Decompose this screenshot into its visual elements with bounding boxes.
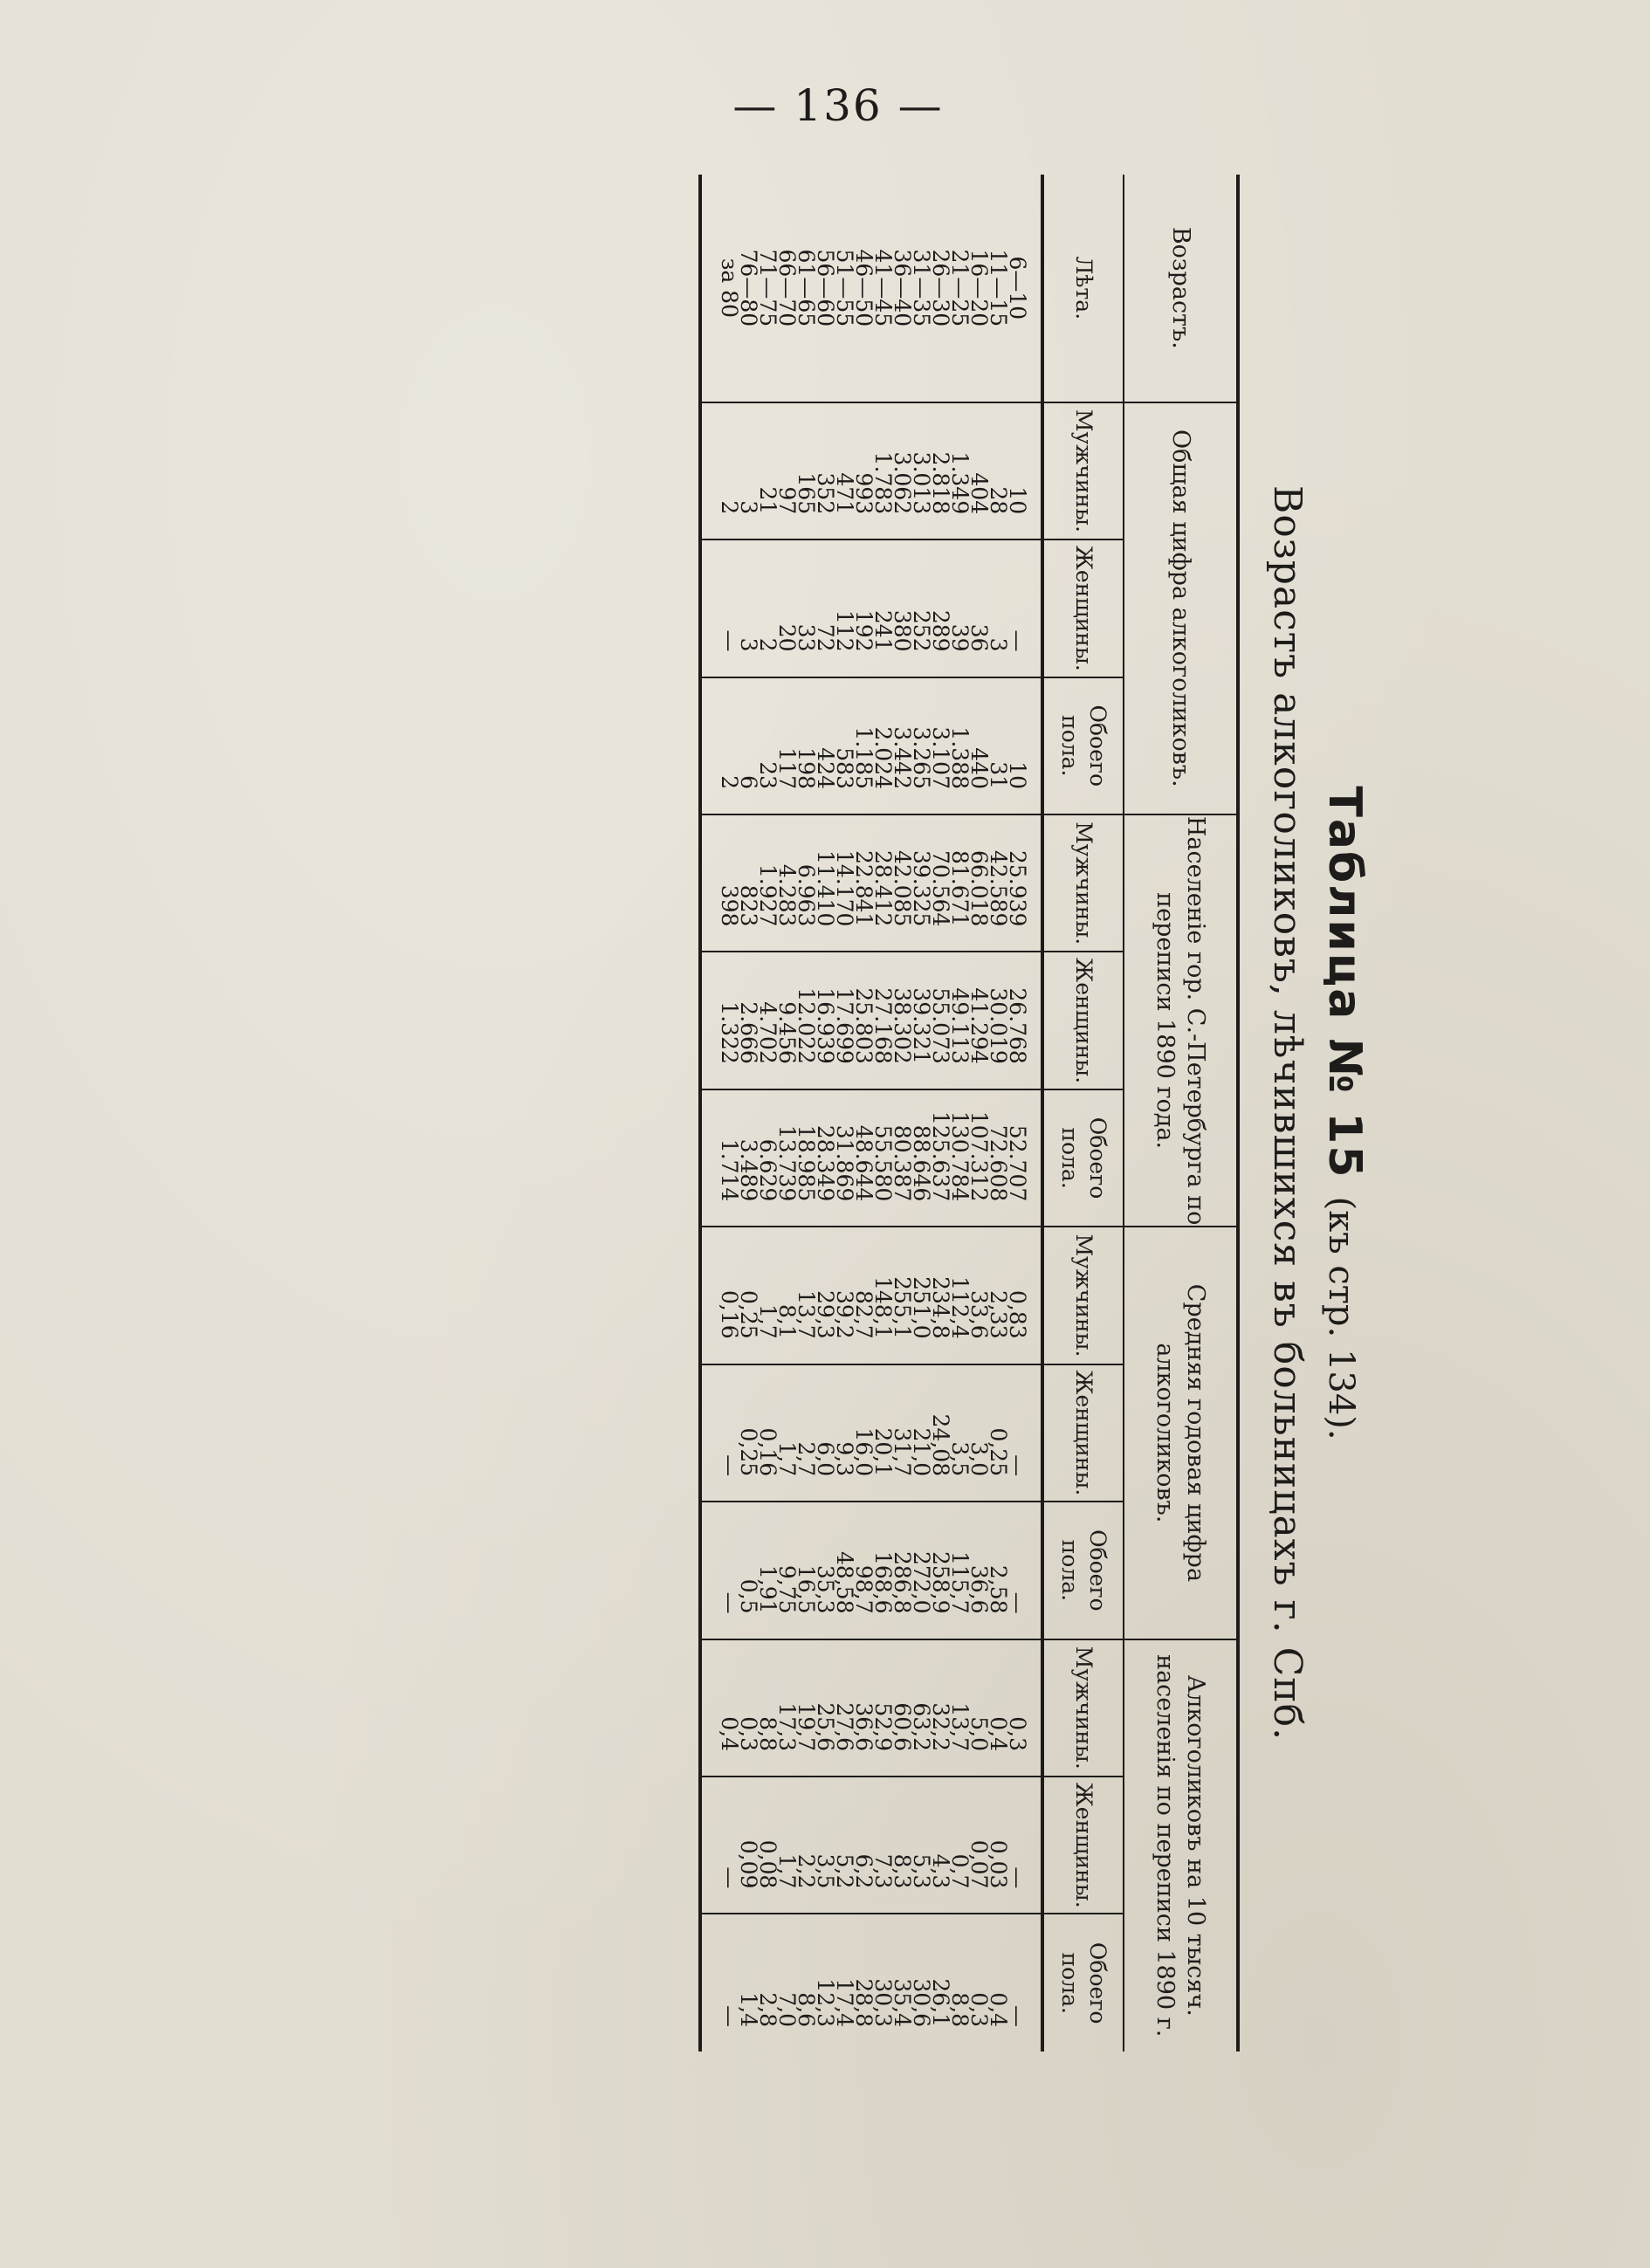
value-cell: 22.841 — [854, 814, 873, 952]
value-cell: 18.985 — [796, 1089, 815, 1227]
value-cell: 13.739 — [777, 1089, 796, 1227]
value-cell: 251,0 — [911, 1227, 931, 1364]
table-row — [796, 175, 815, 2052]
value-cell: 993 — [854, 402, 873, 540]
header-age: Возрастъ. — [1124, 175, 1238, 402]
header-female: Женщины. — [1042, 540, 1124, 677]
value-cell: 48.644 — [854, 1089, 873, 1227]
table-row — [1007, 175, 1042, 2052]
value-cell: 5,2 — [835, 1777, 854, 1914]
value-cell: 25.939 — [1007, 814, 1042, 952]
table-row — [873, 175, 892, 2052]
value-cell: 31.869 — [835, 1089, 854, 1227]
header-female: Женщины. — [1042, 952, 1124, 1089]
header-male: Мужчины. — [1042, 1227, 1124, 1364]
value-cell: 3.062 — [892, 402, 911, 540]
rotated-table-block — [87, 175, 1371, 2052]
value-cell: 21,0 — [911, 1364, 931, 1502]
table-row — [700, 175, 739, 2052]
value-cell: 6.629 — [758, 1089, 777, 1227]
value-cell: 16.939 — [815, 952, 835, 1089]
header-group-annual-average: Средняя годовая цифра алкоголиковъ. — [1124, 1227, 1238, 1639]
value-cell: 258,9 — [931, 1502, 950, 1639]
value-cell: 1.388 — [950, 677, 969, 814]
value-cell: 352 — [815, 402, 835, 540]
age-cell: 16—20 — [966, 249, 992, 327]
value-cell: 33 — [796, 540, 815, 677]
value-cell: 1.927 — [758, 814, 777, 952]
value-cell: 3.489 — [739, 1089, 758, 1227]
value-cell: 24,08 — [931, 1364, 950, 1502]
value-cell: 14.170 — [835, 814, 854, 952]
age-cell: 66—70 — [774, 249, 800, 327]
header-group-total: Общая цифра алкоголиковъ. — [1124, 402, 1238, 814]
value-cell: 48,58 — [835, 1502, 854, 1639]
value-cell: 1.714 — [700, 1089, 739, 1227]
value-cell: 583 — [835, 677, 854, 814]
age-cell: 61—65 — [794, 249, 819, 327]
value-cell: 17.699 — [835, 952, 854, 1089]
header-both: Обоего пола. — [1042, 677, 1124, 814]
value-cell: 60,6 — [892, 1639, 911, 1777]
value-cell: 3,5 — [815, 1777, 835, 1914]
value-cell: 0,3 — [1007, 1639, 1042, 1777]
table-title-label: Таблица № 15 — [1318, 786, 1371, 1179]
value-cell: 286,8 — [892, 1502, 911, 1639]
value-cell: 4.702 — [758, 952, 777, 1089]
age-cell: 36—40 — [890, 249, 915, 327]
value-cell: 42.085 — [892, 814, 911, 952]
value-cell: 12.022 — [796, 952, 815, 1089]
value-cell: 1,7 — [777, 1364, 796, 1502]
value-cell: 13,7 — [950, 1639, 969, 1777]
header-female: Женщины. — [1042, 1777, 1124, 1914]
value-cell: 424 — [815, 677, 835, 814]
value-cell: — — [1007, 1777, 1042, 1914]
value-cell: 0,09 — [739, 1777, 758, 1914]
value-cell: 2.024 — [873, 677, 892, 814]
value-cell: 8,3 — [892, 1777, 911, 1914]
value-cell: 272,0 — [911, 1502, 931, 1639]
value-cell: 36,6 — [969, 1502, 988, 1639]
value-cell: 2 — [758, 540, 777, 677]
header-group-per-10k: Алкоголиковъ на 10 тысяч. населенія по переписи 1890 г. — [1124, 1639, 1238, 2052]
age-cell: 51—55 — [832, 249, 857, 327]
value-cell: 398 — [700, 814, 739, 952]
value-cell: 0,5 — [739, 1502, 758, 1639]
alcoholics-age-table — [698, 175, 1240, 2052]
value-cell: 33,6 — [969, 1227, 988, 1364]
value-cell: 1.783 — [873, 402, 892, 540]
age-cell: 46—50 — [851, 249, 877, 327]
value-cell: 380 — [892, 540, 911, 677]
age-cell: 71—75 — [755, 249, 780, 327]
value-cell: 28.412 — [873, 814, 892, 952]
value-cell: — — [700, 1364, 739, 1502]
value-cell: 8,8 — [758, 1639, 777, 1777]
value-cell: 252 — [911, 540, 931, 677]
value-cell: 2,7 — [796, 1364, 815, 1502]
value-cell: 3.265 — [911, 677, 931, 814]
value-cell: 823 — [739, 814, 758, 952]
value-cell: 13,7 — [796, 1227, 815, 1364]
value-cell: 97 — [777, 402, 796, 540]
header-years: Лѣта. — [1042, 175, 1124, 402]
value-cell: 1,4 — [739, 1914, 758, 2052]
value-cell: 0,4 — [988, 1914, 1007, 2052]
value-cell: 36 — [969, 540, 988, 677]
value-cell: 28.349 — [815, 1089, 835, 1227]
value-cell: — — [700, 1914, 739, 2052]
value-cell: 72.608 — [988, 1089, 1007, 1227]
value-cell: 471 — [835, 402, 854, 540]
table-title — [1318, 175, 1371, 2052]
value-cell: 31 — [988, 677, 1007, 814]
page-number: — 136 — — [732, 80, 944, 131]
value-cell: 107.312 — [969, 1089, 988, 1227]
table-subtitle: Возрастъ алкоголиковъ, лѣчившихся въ больницахъ г. Спб. — [1265, 485, 1310, 1742]
header-group-population: Населеніе гор. С.-Петербурга по переписи 1890 года. — [1124, 814, 1238, 1227]
value-cell: 9.456 — [777, 952, 796, 1089]
value-cell: 80.387 — [892, 1089, 911, 1227]
value-cell: 0,16 — [700, 1227, 739, 1364]
value-cell: 8,8 — [950, 1914, 969, 2052]
value-cell: 26.768 — [1007, 952, 1042, 1089]
value-cell: 35,3 — [815, 1502, 835, 1639]
value-cell: 35,4 — [892, 1914, 911, 2052]
age-cell: 11—15 — [986, 249, 1011, 327]
value-cell: 2.818 — [931, 402, 950, 540]
value-cell: 28,8 — [854, 1914, 873, 2052]
value-cell: 6,0 — [815, 1364, 835, 1502]
value-cell: 21 — [758, 402, 777, 540]
header-male: Мужчины. — [1042, 814, 1124, 952]
value-cell: 25,6 — [815, 1639, 835, 1777]
value-cell: 72 — [815, 540, 835, 677]
value-cell: 1.185 — [854, 677, 873, 814]
value-cell: 26,1 — [931, 1914, 950, 2052]
value-cell: 63,2 — [911, 1639, 931, 1777]
table-row — [739, 175, 758, 2052]
value-cell: 440 — [969, 677, 988, 814]
value-cell: 2.666 — [739, 952, 758, 1089]
age-cell: за 80 — [700, 175, 739, 402]
value-cell: 52,9 — [873, 1639, 892, 1777]
value-cell: 0,03 — [988, 1777, 1007, 1914]
value-cell: 4,3 — [931, 1777, 950, 1914]
value-cell: 1,7 — [758, 1227, 777, 1364]
value-cell: 192 — [854, 540, 873, 677]
value-cell: 19,7 — [796, 1639, 815, 1777]
table-body — [700, 175, 1042, 2052]
table-row — [835, 175, 854, 2052]
value-cell: 3 — [988, 540, 1007, 677]
age-cell: 21—25 — [947, 249, 973, 327]
value-cell: 8,6 — [796, 1914, 815, 2052]
value-cell: 3 — [739, 402, 758, 540]
value-cell: 2 — [700, 677, 739, 814]
value-cell: 112,4 — [950, 1227, 969, 1364]
value-cell: 6.963 — [796, 814, 815, 952]
value-cell: 165 — [796, 402, 815, 540]
value-cell: 98,7 — [854, 1502, 873, 1639]
value-cell: 28 — [988, 402, 1007, 540]
value-cell: 1.349 — [950, 402, 969, 540]
value-cell: 148,1 — [873, 1227, 892, 1364]
header-female: Женщины. — [1042, 1364, 1124, 1502]
value-cell: 0,4 — [988, 1639, 1007, 1777]
value-cell: 17,3 — [777, 1639, 796, 1777]
table-title-note: (къ стр. 134). — [1321, 1196, 1361, 1440]
value-cell: 66.018 — [969, 814, 988, 952]
header-male: Мужчины. — [1042, 1639, 1124, 1777]
value-cell: 32,2 — [931, 1639, 950, 1777]
value-cell: — — [1007, 1502, 1042, 1639]
value-cell: 27,6 — [835, 1639, 854, 1777]
value-cell: 39,2 — [835, 1227, 854, 1364]
value-cell: — — [700, 1502, 739, 1639]
value-cell: 2,33 — [988, 1227, 1007, 1364]
value-cell: 125.637 — [931, 1089, 950, 1227]
value-cell: 41.294 — [969, 952, 988, 1089]
value-cell: 5,3 — [911, 1777, 931, 1914]
value-cell: 115,7 — [950, 1502, 969, 1639]
value-cell: 3,5 — [950, 1364, 969, 1502]
value-cell: 2,2 — [796, 1777, 815, 1914]
value-cell: 27.168 — [873, 952, 892, 1089]
value-cell: 234,8 — [931, 1227, 950, 1364]
value-cell: 0,08 — [758, 1777, 777, 1914]
value-cell: — — [700, 1777, 739, 1914]
value-cell: 0,83 — [1007, 1227, 1042, 1364]
value-cell: 241 — [873, 540, 892, 677]
age-cell: 56—60 — [813, 249, 838, 327]
value-cell: 10 — [1007, 402, 1042, 540]
value-cell: — — [1007, 540, 1042, 677]
value-cell: 0,25 — [739, 1364, 758, 1502]
age-cell: 31—35 — [909, 249, 934, 327]
value-cell: 0,3 — [969, 1914, 988, 2052]
value-cell: 11.410 — [815, 814, 835, 952]
value-cell: 42.589 — [988, 814, 1007, 952]
value-cell: 49.113 — [950, 952, 969, 1089]
value-cell: 55.073 — [931, 952, 950, 1089]
age-cell: 41—45 — [870, 249, 896, 327]
value-cell: 0,25 — [988, 1364, 1007, 1502]
value-cell: 130.784 — [950, 1089, 969, 1227]
value-cell: 8,1 — [777, 1227, 796, 1364]
age-cell: 6—10 — [1005, 256, 1030, 320]
value-cell: 30.019 — [988, 952, 1007, 1089]
value-cell: 6 — [739, 677, 758, 814]
value-cell: 20,1 — [873, 1364, 892, 1502]
value-cell: — — [1007, 1364, 1042, 1502]
value-cell: 39.325 — [911, 814, 931, 952]
value-cell: 9,75 — [777, 1502, 796, 1639]
value-cell: 88.646 — [911, 1089, 931, 1227]
value-cell: 9,3 — [835, 1364, 854, 1502]
table-row — [777, 175, 796, 2052]
value-cell: 3.107 — [931, 677, 950, 814]
header-both: Обоего пола. — [1042, 1089, 1124, 1227]
value-cell: 0,16 — [758, 1364, 777, 1502]
age-cell: 76—80 — [736, 249, 761, 327]
value-cell: — — [700, 540, 739, 677]
value-cell: 6,2 — [854, 1777, 873, 1914]
value-cell: 4.283 — [777, 814, 796, 952]
value-cell: 198 — [796, 677, 815, 814]
value-cell: 0,7 — [950, 1777, 969, 1914]
value-cell: 117 — [777, 677, 796, 814]
age-cell: 26—30 — [928, 249, 953, 327]
value-cell: 81.671 — [950, 814, 969, 952]
value-cell: 168,6 — [873, 1502, 892, 1639]
value-cell: 0,25 — [739, 1227, 758, 1364]
value-cell: 25.803 — [854, 952, 873, 1089]
value-cell: 0,07 — [969, 1777, 988, 1914]
header-both: Обоего пола. — [1042, 1914, 1124, 2052]
value-cell: 10 — [1007, 677, 1042, 814]
value-cell: 2 — [700, 402, 739, 540]
value-cell: 52.707 — [1007, 1089, 1042, 1227]
value-cell: 3 — [739, 540, 758, 677]
value-cell: 7,0 — [777, 1914, 796, 2052]
value-cell: — — [1007, 1914, 1042, 2052]
value-cell: 29,3 — [815, 1227, 835, 1364]
value-cell: 16,5 — [796, 1502, 815, 1639]
value-cell: 55.580 — [873, 1089, 892, 1227]
value-cell: 0,4 — [700, 1639, 739, 1777]
value-cell: 1,91 — [758, 1502, 777, 1639]
table-row — [815, 175, 835, 2052]
table-row — [758, 175, 777, 2052]
value-cell: 5,0 — [969, 1639, 988, 1777]
value-cell: 38.302 — [892, 952, 911, 1089]
value-cell: 1.322 — [700, 952, 739, 1089]
value-cell: 0,3 — [739, 1639, 758, 1777]
value-cell: 30,3 — [873, 1914, 892, 2052]
value-cell: 23 — [758, 677, 777, 814]
value-cell: 2,8 — [758, 1914, 777, 2052]
value-cell: 82,7 — [854, 1227, 873, 1364]
value-cell: 70.564 — [931, 814, 950, 952]
value-cell: 39.321 — [911, 952, 931, 1089]
value-cell: 255,1 — [892, 1227, 911, 1364]
value-cell: 16,0 — [854, 1364, 873, 1502]
value-cell: 1,7 — [777, 1777, 796, 1914]
value-cell: 17,4 — [835, 1914, 854, 2052]
value-cell: 7,3 — [873, 1777, 892, 1914]
value-cell: 12,3 — [815, 1914, 835, 2052]
value-cell: 39 — [950, 540, 969, 677]
value-cell: 2,58 — [988, 1502, 1007, 1639]
value-cell: 404 — [969, 402, 988, 540]
value-cell: 20 — [777, 540, 796, 677]
value-cell: 30,6 — [911, 1914, 931, 2052]
value-cell: 36,6 — [854, 1639, 873, 1777]
value-cell: 3.442 — [892, 677, 911, 814]
value-cell: 3,0 — [969, 1364, 988, 1502]
header-both: Обоего пола. — [1042, 1502, 1124, 1639]
value-cell: 112 — [835, 540, 854, 677]
value-cell: 3.013 — [911, 402, 931, 540]
value-cell: 289 — [931, 540, 950, 677]
header-male: Мужчины. — [1042, 402, 1124, 540]
value-cell: 31,7 — [892, 1364, 911, 1502]
